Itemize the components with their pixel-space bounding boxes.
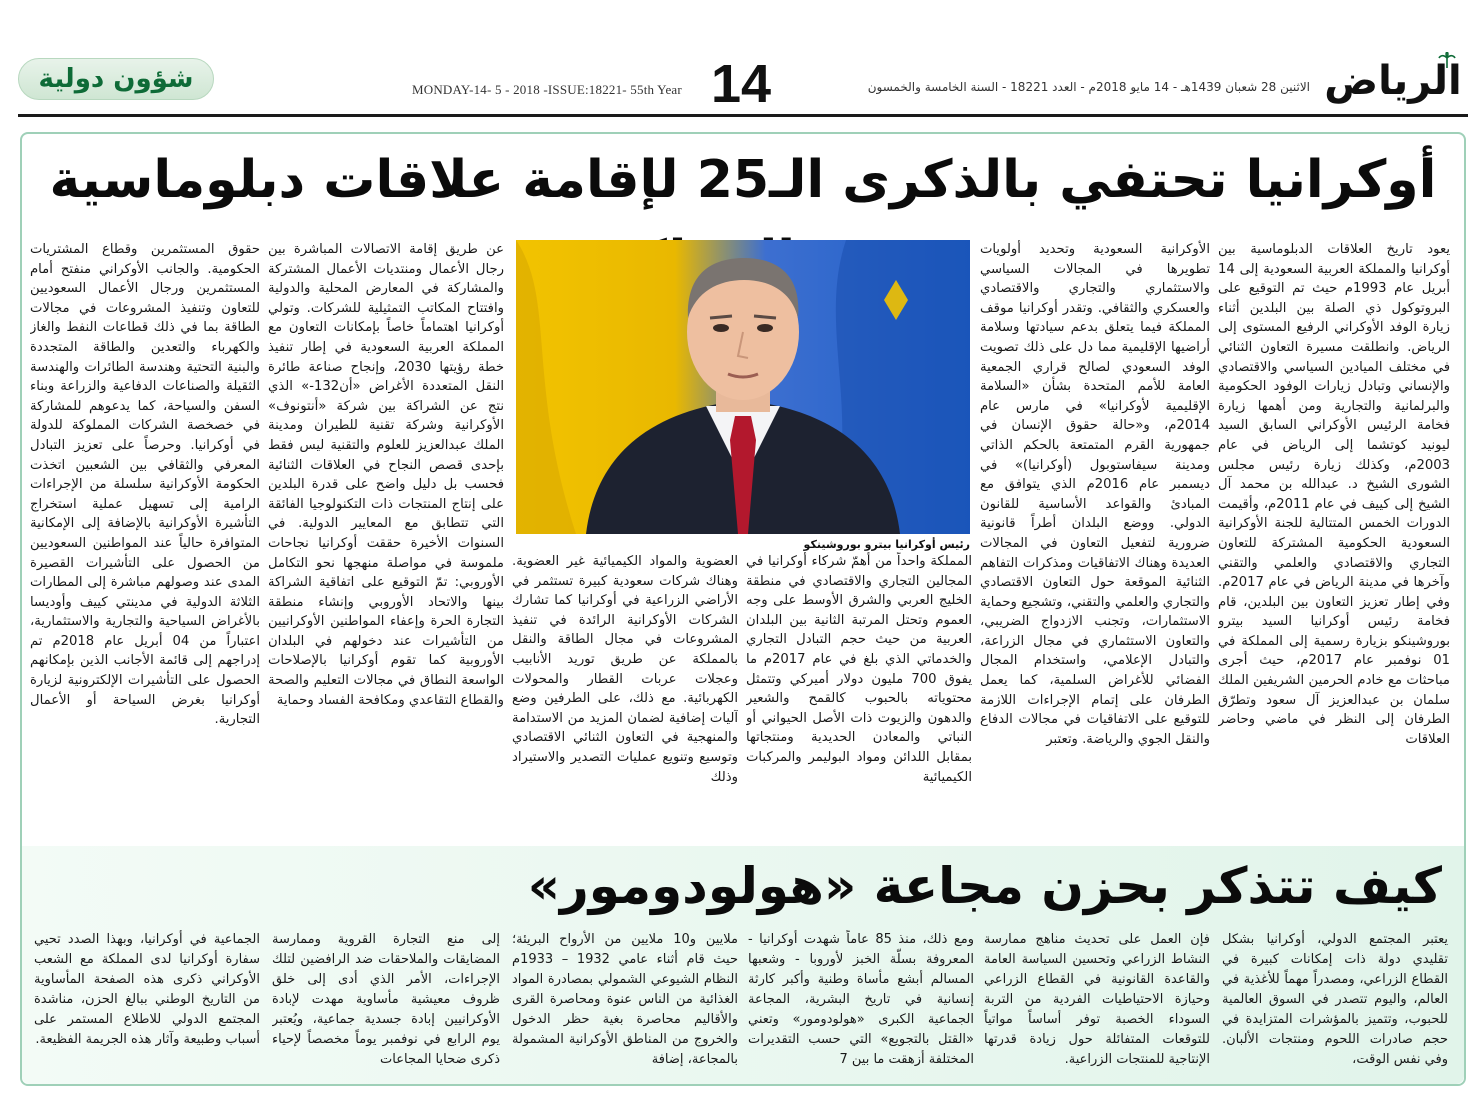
article1-column-5: عن طريق إقامة الاتصالات المباشرة بين رجال الأعمال ومنتديات الأعمال المشتركة والمشاركة في المعارض المحلية والدولية وافتتاح المكاتب التمثيلية للشركات. وتولي أوكرانيا اهتماماً خاصاً بإمكانات التعاون مع المملكة العربية السعودية في إطار تنفيذ خطة رؤيتها 2030، وإنجاح صناعة طائرة النقل المتعددة الأغراض «أن132-» الذي نتج عن الشراكة بين شركة «أنتونوف» الأوكرانية وشركة تقنية للطيران ومدينة الملك عبدالعزيز للعلوم والتقنية ليس فقط بإحدى قصص النجاح في العلاقات الثنائية فحسب بل دليل واضح على قدرة البلدين على إنتاج المنتجات ذات التكنولوجيا الفائقة التي تتطابق مع المعايير الدولية. في السنوات الأخيرة حققت أوكرانيا نجاحات ملموسة في مواصلة منهجها نحو التكامل الأوروبي: تمّ التوقيع على اتفاقية الشراكة بينها والاتحاد الأوروبي وإنشاء منطقة التجارة الحرة وإعفاء المواطنين الأوكرانيين من التأشيرات عند دخولهم في البلدان الأوروبية كما تقوم أوكرانيا بالإصلاحات الواسعة النطاق في مجالات التعليم والصحة والقطاع التقاعدي ومكافحة الفساد وحماية [268,242,504,708]
second-headline: كيف تتذكر بحزن مجاعة «هولودومور» [527,857,1442,915]
main-headline: أوكرانيا تحتفي بالذكرى الـ25 لإقامة علاقات دبلوماسية [49,150,1437,210]
newspaper-logo [1318,52,1468,110]
issue-info-en: MONDAY-14- 5 - 2018 -ISSUE:18221- 55th Year [412,82,682,97]
article1-column-3: المملكة واحداً من أهمّ شركاء أوكرانيا في المجالين التجاري والاقتصادي في منطقة الخليج العربي والشرق الأوسط على وجه العموم وتحتل المرتبة الثانية بين البلدان العربية من حيث حجم التبادل التجاري والخدماتي الذي بلغ في عام 2017م ما يفوق 700 مليون دولار أميركي وتتمثل محتوياته بالحبوب كالقمح والشعير والدهون والزيوت ذات الأصل الحيواني أو النباتي والمعادن الحديدية ومنتجاتها بمقابل اللدائن ومواد البوليمر والمركبات الكيميائية [746,554,972,785]
palm-emblem-icon [1438,52,1456,68]
logo-text: الرياض [1324,58,1462,104]
article1-column-4: العضوية والمواد الكيميائية غير العضوية. وهناك شركات سعودية كبيرة تستثمر في الأراضي الزراعية في أوكرانيا كما تشارك الشركات الأوكرانية الرائدة في تنفيذ المشروعات في مجال الطاقة والنقل بالمملكة عن طريق توريد الأنابيب وعجلات عربات القطار والمحولات الكهربائية. مع ذلك، على الطرفين وضع آليات إضافية لضمان المزيد من الاستدامة والمنهجية في التعاون الثنائي الاقتصادي وتوسيع وتنويع عمليات التصدير والاستيراد وذلك [512,554,738,785]
page-header [0,0,1477,122]
section-tag: شؤون دولية [18,58,214,100]
article2-column-6: الجماعية في أوكرانيا، وبهذا الصدد تحيي سفارة أوكرانيا لدى المملكة مع الشعب الأوكراني ذكرى هذه الصفحة المأساوية من التاريخ الوطني ببالغ الحزن، مناشدة المجتمع الدولي للاطلاع المستمر على أسباب وطبيعة وآثار هذه الجريمة الفظيعة. [34,932,260,1047]
article1-column-1: يعود تاريخ العلاقات الدبلوماسية بين أوكرانيا والمملكة العربية السعودية إلى 14 أبريل عام 1993م حيث تم التوقيع على البروتوكول ذي الصلة بين البلدين أثناء زيارة الوفد الأوكراني الرفيع المستوى إلى الرياض. وانطلقت مسيرة التعاون الثنائي في مختلف الميادين السياسي والاقتصادي والإنساني وتبادل زيارات الوفود الحكومية والبرلمانية والتجارية ومن أهمها زيارة فخامة الرئيس الأوكراني السابق السيد ليونيد كوتشما إلى الرياض في عام 2003م، وكذلك زيارة رئيس مجلس الشورى الشيخ د. عبدالله بن محمد آل الشيخ إلى كييف في عام 2011م، وأقيمت الدورات الخمس المتتالية للجنة الأوكرانية السعودية الحكومية المشتركة للتعاون التجاري والاقتصادي والعلمي والتقني وآخرها في مدينة الرياض في عام 2017م. وفي إطار تعزيز التعاون بين البلدين، قام فخامة رئيس أوكرانيا السيد بيترو بوروشينكو بزيارة رسمية إلى المملكة في 01 نوفمبر عام 2017م، حيث أجرى مباحثات مع خادم الحرمين الشريفين الملك سلمان بن عبدالعزيز آل سعود وتطرّق الطرفان إلى النظر في ماضي وحاضر العلاقات [1218,242,1450,747]
photo-caption: رئيس أوكرانيا بيترو بوروشينكو [803,538,970,551]
article2-column-2: فإن العمل على تحديث مناهج ممارسة النشاط الزراعي وتحسين السياسة العامة والقاعدة القانونية في القطاع الزراعي وحيازة الاحتياطيات الفردية من التربة السوداء الخصبة توفر أساساً مواتياً للتوقعات المتفائلة حول زيادة قدرتها الإنتاجية للمنتجات الزراعية. [984,932,1210,1067]
president-photo [516,240,970,534]
header-rule [18,114,1468,117]
article2-column-4: ملايين و10 ملايين من الأرواح البريئة؛ حيث قام أثناء عامي 1932 – 1933م النظام الشيوعي الشمولي بمصادرة المواد الغذائية من الناس عنوة ومحاصرة القرى والأقاليم محاصرة بغية حظر الدخول والخروج من المناطق الأوكرانية المشمولة بالمجاعة، إضافة [512,932,738,1067]
issue-info-ar: الاثنين 28 شعبان 1439هـ - 14 مايو 2018م - العدد 18221 - السنة الخامسة والخمسون [867,80,1310,94]
article2-column-3: ومع ذلك، منذ 85 عاماً شهدت أوكرانيا - المعروفة بسلّة الخبز لأوروبا - وشعبها المسالم أبشع مأساة وطنية وأكبر كارثة إنسانية في تاريخ البشرية، المجاعة الجماعية الكبرى «هولودومور» وتعني «القتل بالتجويع» التي حسب التقديرات المختلفة أزهقت ما بين 7 [748,932,974,1067]
article1-column-6: حقوق المستثمرين وقطاع المشتريات الحكومية. والجانب الأوكراني منفتح أمام المستثمرين ورجال الأعمال السعوديين للتعاون وتنفيذ المشروعات في مجالات الطاقة بما في ذلك قطاعات النفط والغاز والكهرباء والتعدين والطاقة المتجددة والبنية التحتية وهندسة الطائرات والهندسة الثقيلة والصناعات الدفاعية والزراعة وبناء السفن والسياحة، كما يدعوهم للمشاركة في خصخصة الشركات المملوكة للدولة في أوكرانيا. وحرصاً على تعزيز التبادل المعرفي والثقافي بين الشعبين اتخذت الحكومة الأوكرانية سلسلة من الإجراءات الرامية إلى تسهيل عملية استخراج التأشيرة الأوكرانية بالإضافة إلى الإمكانية المتوافرة حالياً عند المواطنين السعوديين من الحصول على التأشيرات القصيرة المدى عند وصولهم مباشرة إلى المطارات الثلاثة الدولية في مدينتي كييف وأوديسا بالأغراض السياحية والتجارية والاستثمارية، اعتباراً من 04 أبريل عام 2018م تم إدراجهم إلى قائمة الأجانب الذين بإمكانهم الحصول على التأشيرات الإلكترونية لزيارة أوكرانيا بغرض السياحة أو الأعمال التجارية. [30,242,260,728]
article2-column-5: إلى منع التجارة القروية وممارسة المضايقات والملاحقات ضد الرافضين لتلك الإجراءات، الأمر الذي أدى إلى خلق ظروف معيشية مأساوية مهدت لإبادة الأوكرانيين إبادة جسدية جماعية، ويُعتبر يوم الرابع في نوفمبر يوماً مخصصاً لإحياء ذكرى ضحايا المجاعات [272,932,500,1067]
article2-column-1: يعتبر المجتمع الدولي، أوكرانيا بشكل تقليدي دولة ذات إمكانات كبيرة في القطاع الزراعي، ومصدراً مهماً للأغذية في العالم، واليوم تتصدر في السوق العالمية للحبوب، وتتميز بالمؤشرات المتزايدة في حجم صادرات اللحوم ومنتجات الألبان. وفي نفس الوقت، [1222,932,1448,1067]
article1-column-2: الأوكرانية السعودية وتحديد أولويات تطويرها في المجالات السياسي والاستثماري والتجاري والاقتصادي والعسكري والثقافي. وتقدر أوكرانيا موقف المملكة فيما يتعلق بدعم سيادتها وسلامة أراضيها الإقليمية مما دل على ذلك تصويت الوفد السعودي لصالح قراري الجمعية العامة للأمم المتحدة بشأن «السلامة الإقليمية لأوكرانيا» في مارس عام 2014م، و«حالة حقوق الإنسان في جمهورية القرم المتمتعة بالحكم الذاتي ومدينة سيفاستوبول (أوكرانيا)» في ديسمبر عام 2016م الذي يتوافق مع المبادئ والقواعد الأساسية للقانون الدولي. ووضع البلدان أطراً قانونية ضرورية لتفعيل التعاون في المجالات العديدة وهناك الاتفاقيات ومذكرات التفاهم الثنائية الموقعة حول التعاون الاقتصادي والتجاري والعلمي والتقني، وتشجيع وحماية الاستثمارات، وتجنب الازدواج الضريبي، والتعاون الاستثماري في مجال الزراعة، والتبادل الإعلامي، واستخدام المجال الفضائي للأغراض السلمية، كما يعمل الطرفان على إتمام الإجراءات اللازمة للتوقيع على الاتفاقيات في مجالات الدفاع والنقل الجوي والرياضة. وتعتبر [980,242,1210,747]
page-number: 14 [710,54,772,114]
portrait-illustration [516,240,970,534]
